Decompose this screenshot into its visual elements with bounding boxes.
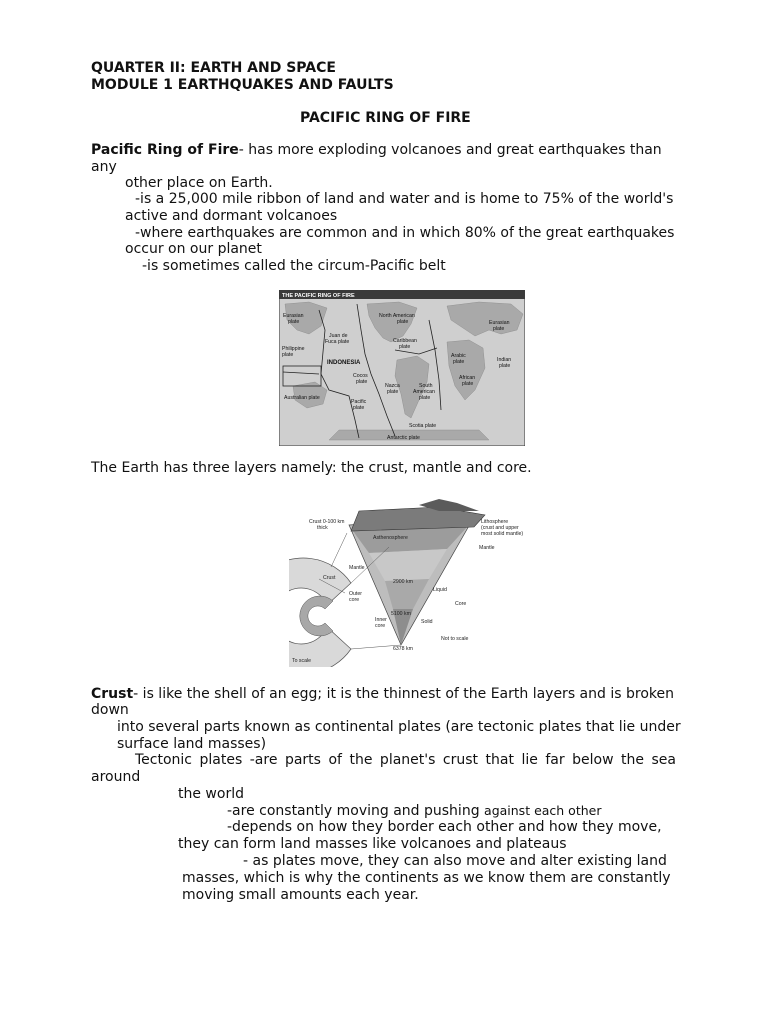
ring-of-fire-bullet1a: -is a 25,000 mile ribbon of land and water and is home to 75% of the world's	[135, 191, 674, 207]
plates-masses-line: masses, which is why the continents as we know them are constantly	[182, 870, 671, 886]
svg-text:Core: Core	[455, 601, 467, 607]
crust-term: Crust	[91, 686, 134, 702]
module-heading: MODULE 1 EARTHQUAKES AND FAULTS	[91, 77, 394, 93]
crust-def-line1: - is like the shell of an egg; it is the thinnest of the Earth layers and is broken	[133, 686, 674, 702]
tectonic-the-world: the world	[178, 786, 244, 802]
ring-of-fire-bullet3: -is sometimes called the circum-Pacific belt	[142, 258, 446, 274]
svg-text:North Americanplate: North American plate	[379, 313, 415, 325]
svg-text:Mantle: Mantle	[479, 545, 495, 551]
plates-moving-amounts-line: moving small amounts each year.	[182, 887, 419, 903]
svg-text:Solid: Solid	[421, 619, 433, 625]
svg-text:Nazcaplate: Nazca plate	[385, 383, 400, 395]
tectonic-around: around	[91, 769, 141, 785]
earth-wedge	[349, 499, 485, 645]
ring-of-fire-bullet2b: occur on our planet	[125, 241, 262, 257]
svg-text:Indianplate: Indian plate	[497, 357, 512, 369]
svg-text:Juan deFuca plate: Juan de Fuca plate	[325, 333, 350, 345]
svg-text:Innercore: Inner core	[375, 617, 387, 629]
svg-text:INDONESIA: INDONESIA	[327, 360, 361, 366]
svg-text:Not to scale: Not to scale	[441, 636, 469, 642]
crust-line4: surface land masses)	[117, 736, 267, 752]
svg-text:SouthAmericanplate: South American plate	[413, 383, 435, 401]
svg-text:Eurasianplate: Eurasian plate	[489, 320, 510, 332]
svg-text:Australian plate: Australian plate	[284, 395, 320, 401]
ring-of-fire-map	[279, 290, 525, 446]
svg-text:Lithosphere(crust and uppermos: Lithosphere (crust and upper most solid mantle)	[481, 519, 524, 537]
crust-line3: into several parts known as continental plates (are tectonic plates that lie under	[117, 719, 681, 735]
ring-of-fire-bullet2a: -where earthquakes are common and in which 80% of the great earthquakes	[135, 225, 675, 241]
svg-text:5100 km: 5100 km	[391, 611, 411, 617]
svg-text:Antarctic plate: Antarctic plate	[387, 435, 420, 441]
svg-text:2900 km: 2900 km	[393, 579, 413, 585]
ring-of-fire-def-line1: - has more exploding volcanoes and great earthquakes than	[238, 142, 662, 158]
page-title: PACIFIC RING OF FIRE	[300, 110, 471, 126]
svg-text:6378 km: 6378 km	[393, 646, 413, 652]
svg-text:Scotia plate: Scotia plate	[409, 423, 437, 429]
svg-text:Arabicplate: Arabic plate	[451, 353, 466, 365]
svg-text:Mantle: Mantle	[349, 565, 365, 571]
plates-moving-line	[227, 802, 602, 820]
plates-moving-main: -are constantly moving and pushing	[227, 803, 485, 819]
svg-text:Africanplate: African plate	[459, 375, 476, 387]
crust-line2: down	[91, 702, 129, 718]
svg-text:Asthenosphere: Asthenosphere	[373, 535, 408, 541]
map-label-eurasian-left: Eurasian plate	[283, 313, 304, 325]
quarter-heading: QUARTER II: EARTH AND SPACE	[91, 60, 336, 76]
label-crust-thick: Crust 0-100 km thick	[309, 519, 345, 531]
map-title: THE PACIFIC RING OF FIRE	[282, 293, 355, 299]
ring-of-fire-def-line2: any	[91, 159, 117, 175]
tectonic-plates-line: Tectonic plates -are parts of the planet's crust that lie far below the sea	[135, 752, 676, 768]
svg-text:Philippineplate: Philippine plate	[282, 346, 305, 358]
svg-text:Crust: Crust	[323, 575, 336, 581]
svg-text:Liquid: Liquid	[433, 587, 447, 593]
ring-of-fire-def-line3: other place on Earth.	[125, 175, 273, 191]
to-scale-globe	[289, 558, 351, 667]
plates-moving-small: against each other	[484, 803, 602, 818]
svg-text:Cocosplate: Cocos plate	[353, 373, 368, 385]
svg-text:Caribbeanplate: Caribbean plate	[393, 338, 417, 350]
ring-of-fire-term: Pacific Ring of Fire	[91, 142, 239, 158]
ring-of-fire-definition	[91, 142, 662, 159]
plates-form-line: they can form land masses like volcanoes and plateaus	[178, 836, 567, 852]
crust-line1	[91, 686, 674, 703]
layers-intro: The Earth has three layers namely: the crust, mantle and core.	[91, 460, 532, 476]
svg-text:Outercore: Outer core	[349, 591, 362, 603]
svg-text:To scale: To scale	[292, 658, 312, 664]
earth-layers-diagram	[289, 497, 539, 667]
ring-of-fire-bullet1b: active and dormant volcanoes	[125, 208, 338, 224]
svg-text:Pacificplate: Pacific plate	[351, 399, 367, 411]
plates-move-line: - as plates move, they can also move and alter existing land	[243, 853, 667, 869]
plates-depends-line: -depends on how they border each other and how they move,	[227, 819, 662, 835]
